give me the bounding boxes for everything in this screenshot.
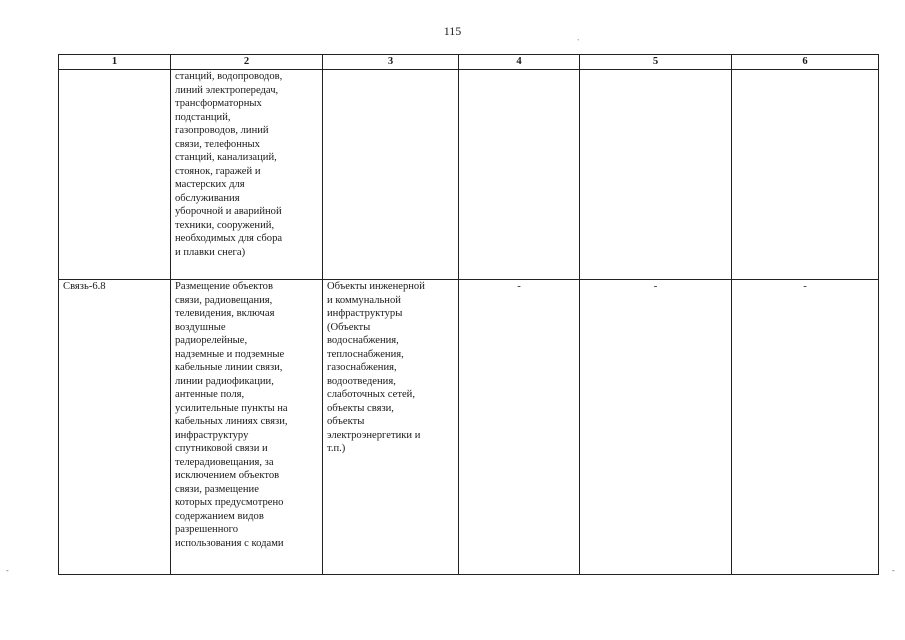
table-row	[59, 70, 879, 280]
column-header-2: 2	[171, 55, 323, 70]
table-row	[59, 280, 879, 575]
table-header-row	[59, 55, 879, 70]
row-code-cell	[59, 70, 171, 280]
row-description-cell: Размещение объектов связи, радиовещания, телевидения, включая воздушные радиорелейные, надземные и подземные кабельные линии связи, линии радиофикации, антенные поля, усилительные пункты на кабельных линиях связи, инфраструктуру спутниковой связи и телерадиовещания, за исключением объектов связи, размещение которых предусмотрено содержанием видов разрешенного использования с кодами	[171, 280, 323, 575]
row-code-cell: Связь-6.8	[59, 280, 171, 575]
row-value-cell-5: -	[580, 280, 732, 575]
scan-speck: -	[892, 566, 895, 575]
row-value-cell-4: -	[459, 280, 580, 575]
page-number: 115	[443, 24, 462, 38]
scan-speck: -	[6, 566, 9, 575]
row-value-cell-4	[459, 70, 580, 280]
row-objects-cell: Объекты инженерной и коммунальной инфраструктуры (Объекты водоснабжения, теплоснабжения, газоснабжения, водоотведения, слаботочных сетей, объекты связи, объекты электроэнергетики и т.п.)	[323, 280, 459, 575]
land-use-table	[58, 54, 879, 575]
row-value-cell-6: -	[732, 280, 879, 575]
row-value-cell-6	[732, 70, 879, 280]
column-header-4: 4	[459, 55, 580, 70]
column-header-6: 6	[732, 55, 879, 70]
column-header-5: 5	[580, 55, 732, 70]
column-header-1: 1	[59, 55, 171, 70]
scan-speck: `	[577, 38, 580, 47]
row-value-cell-5	[580, 70, 732, 280]
column-header-3: 3	[323, 55, 459, 70]
row-objects-cell	[323, 70, 459, 280]
row-description-cell: станций, водопроводов, линий электропередач, трансформаторных подстанций, газопроводов, линий связи, телефонных станций, канализаций, стоянок, гаражей и мастерских для обслуживания уборочной и аварийной техники, сооружений, необходимых для сбора и плавки снега)	[171, 70, 323, 280]
